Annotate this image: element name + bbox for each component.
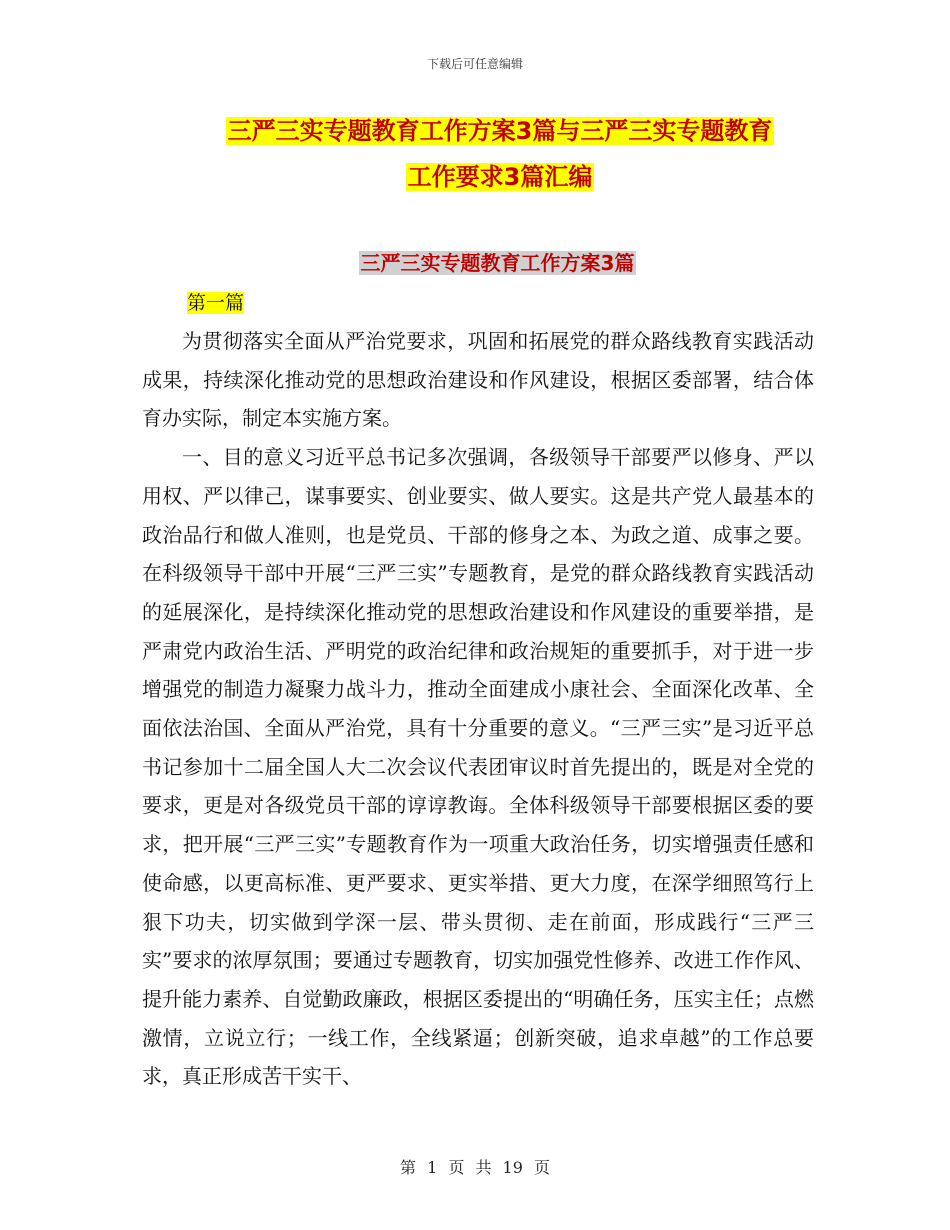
part-label-text: 第一篇 bbox=[187, 292, 245, 314]
header-note: 下载后可任意编辑 bbox=[426, 57, 523, 71]
section-title-text: 三严三实专题教育工作方案3篇 bbox=[360, 251, 635, 275]
section-title bbox=[0, 247, 950, 276]
document-title bbox=[150, 108, 850, 200]
body-text bbox=[142, 322, 814, 1096]
paragraph-intro: 为贯彻落实全面从严治党要求，巩固和拓展党的群众路线教育实践活动成果，持续深化推动党的思想政治建设和作风建设，根据区委部署，结合体育办实际，制定本实施方案。 bbox=[142, 329, 814, 431]
paragraph-purpose: 一、目的意义习近平总书记多次强调，各级领导干部要严以修身、严以用权、严以律己，谋事要实、创业要实、做人要实。这是共产党人最基本的政治品行和做人准则，也是党员、干部的修身之本、为政之道、成事之要。在科级领导干部中开展“三严三实”专题教育，是党的群众路线教育实践活动的延展深化，是持续深化推动党的思想政治建设和作风建设的重要举措，是严肃党内政治生活、严明党的政治纪律和政治规矩的重要抓手，对于进一步增强党的制造力凝聚力战斗力，推动全面建成小康社会、全面深化改革、全面依法治国、全面从严治党，具有十分重要的意义。“三严三实”是习近平总书记参加十二届全国人大二次会议代表团审议时首先提出的，既是对全党的要求，更是对各级党员干部的谆谆教诲。全体科级领导干部要根据区委的要求，把开展“三严三实”专题教育作为一项重大政治任务，切实增强责任感和使命感，以更高标准、更严要求、更实举措、更大力度，在深学细照笃行上狠下功夫，切实做到学深一层、带头贯彻、走在前面，形成践行“三严三实”要求的浓厚氛围；要通过专题教育，切实加强党性修养、改进工作作风、提升能力素养、自觉勤政廉政，根据区委提出的“明确任务，压实主任；点燃激情，立说立行；一线工作，全线紧逼；创新突破，追求卓越”的工作总要求，真正形成苦干实干、 bbox=[142, 445, 814, 1089]
page-number-footer: 第 1 页 共 19 页 bbox=[400, 1158, 550, 1177]
document-title-line-1: 三严三实专题教育工作方案3篇与三严三实专题教育 bbox=[227, 117, 773, 145]
part-label bbox=[187, 288, 244, 315]
document-title-line-2: 工作要求3篇汇编 bbox=[407, 163, 593, 191]
